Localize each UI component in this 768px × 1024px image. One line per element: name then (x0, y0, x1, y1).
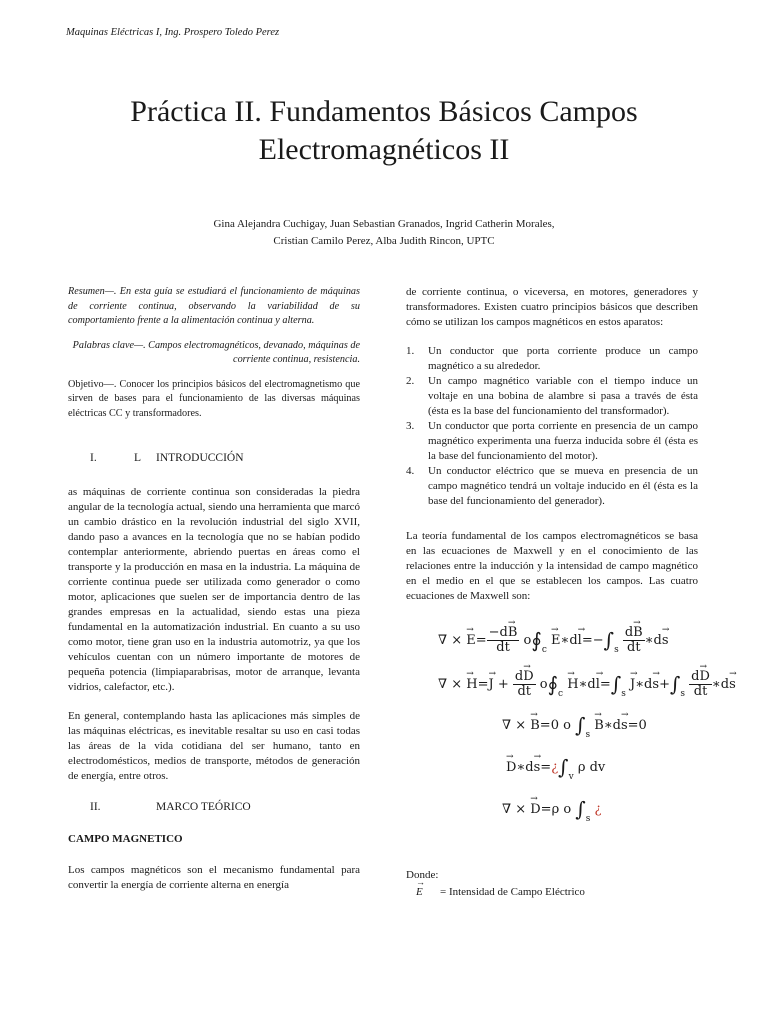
intro-paragraph-2: En general, contemplando hasta las aplicaciones más simples de las máquinas eléctricas, es inevitable resaltar su uso en casi todas las áreas de la vida cotidiana del ser humano, tanto en electrodomésticos, medios de transporte, métodos de generación de energía, entre otros. (68, 710, 360, 782)
equation-gauss-magnetism: ∇ × → B=0 o $\int_s$ → B∗d→ s=0 (502, 718, 647, 743)
principles-list (406, 344, 698, 509)
paper-title: Práctica II. Fundamentos Básicos Campos Electromagnéticos II (130, 95, 638, 166)
authors-line-2: Cristian Camilo Perez, Alba Judith Rincon, UPTC (273, 235, 495, 247)
abstract: Resumen—. En esta guía se estudiará el funcionamiento de máquinas de corriente continua, observando la variabilidad de su comportamiento frente a la alimentación continua y alterna. (68, 286, 360, 326)
list-item: 2. Un campo magnético variable con el tiempo induce un voltaje en una bobina de alambre si pasa a través de ésta (ésta es la base del funcionamiento del transformador). (406, 375, 698, 417)
section-1-title: INTRODUCCIÓN (156, 452, 244, 464)
section-2-number: II. (90, 801, 101, 813)
section-2-heading (68, 800, 360, 815)
definition-text: = Intensidad de Campo Eléctrico (440, 886, 585, 898)
maxwell-equations (406, 618, 736, 854)
definition-e (406, 885, 698, 900)
right-column (406, 285, 736, 900)
equation-faraday: ∇ × → E= $\frac{-d\to B}{dt}$ $o∮_c$ → E∗d→ $l=-\int_s$ $\frac{d\to B}{dt}$ ∗d→ s (438, 626, 669, 658)
maxwell-paragraph: La teoría fundamental de los campos electromagnéticos se basa en las ecuaciones de Maxwell y en el conocimiento de las relaciones entre la inducción y la intensidad de campo magnético en el medio en el que se establecen los campos. Las cuatro ecuaciones de Maxwell son: (406, 530, 698, 602)
equation-ampere: ∇ × → H=→ J + $\frac{d\to D}{dt}$ $o∮_c$ → H∗d→ $l=\int_s$ → J∗d→ $s+\int_s$ $\frac{d\to D}{dt}$ ∗d→ s (438, 670, 736, 702)
keywords: Palabras clave—. Campos electromagnéticos, devanado, máquinas de corriente continua, resistencia. (72, 339, 360, 365)
left-column (68, 285, 360, 893)
equation-gauss-electric: ∇ × → D=ρ o $\int_s$ ¿ (502, 802, 601, 827)
running-header: Maquinas Eléctricas I, Ing. Prospero Toledo Perez (66, 27, 280, 38)
definition-symbol: → E (406, 885, 440, 900)
objective: Objetivo—. Conocer los principios básicos del electromagnetismo que sirven de bases para el funcionamiento de las diversas máquinas eléctricas CC y transformadores. (68, 378, 360, 419)
section-1-number: I. (90, 452, 97, 464)
equation-gauss-flux: → D∗d→ $s=¿\int_v$ ρ dv (506, 760, 605, 785)
subsection-heading: CAMPO MAGNETICO (68, 833, 183, 845)
section-2-title: MARCO TEÓRICO (156, 801, 251, 813)
donde-label: Donde: (406, 869, 439, 881)
authors-line-1: Gina Alejandra Cuchigay, Juan Sebastian Granados, Ingrid Catherin Morales, (213, 218, 555, 230)
theory-paragraph: Los campos magnéticos son el mecanismo fundamental para convertir la energía de corriente alterna en energía (68, 864, 360, 891)
list-item: 4. Un conductor eléctrico que se mueva en presencia de un campo magnético tendrá un voltaje inducido en él (ésta es la base del funcionamiento del generador). (406, 465, 698, 507)
section-1-heading (68, 451, 360, 466)
section-1-dropcap: L (134, 452, 142, 464)
list-item: 3. Un conductor que porta corriente en presencia de un campo magnético experimenta una fuerza inducida sobre él (ésta es la base del funcionamiento del motor). (406, 420, 698, 462)
right-paragraph-1: de corriente continua, o viceversa, en motores, generadores y transformadores. Existen cuatro principios básicos que describen cómo se utilizan los campos magnéticos en estos aparatos: (406, 286, 698, 328)
intro-paragraph-1: as máquinas de corriente continua son consideradas la piedra angular de la tecnología actual, siendo una herramienta que marcó un cambio drástico en la revolución industrial del siglo XVII, dando paso a avances en la tecnología que no se habían podido contemplar anteriormente, abriendo puertas en áreas como el transporte y la producción en masa en la industria. La máquina de corriente continua puede ser utilizada como generador o como motor, aplicaciones que suelen ser de importancia dentro de las grandes empresas en la actualidad, siendo estas una pieza fundamental en la automatización industrial. En cuanto a su uso como motor, tiene gran uso en la industria automotriz, ya que los vehículos cuentan con un número importante de motores de pequeña potencia (limpiaparabrisas, motor de arranque, levanta vidrios, calefactor, etc.). (68, 486, 360, 693)
list-item: 1. Un conductor que porta corriente produce un campo magnético a su alrededor. (406, 345, 698, 372)
authors (66, 216, 702, 250)
